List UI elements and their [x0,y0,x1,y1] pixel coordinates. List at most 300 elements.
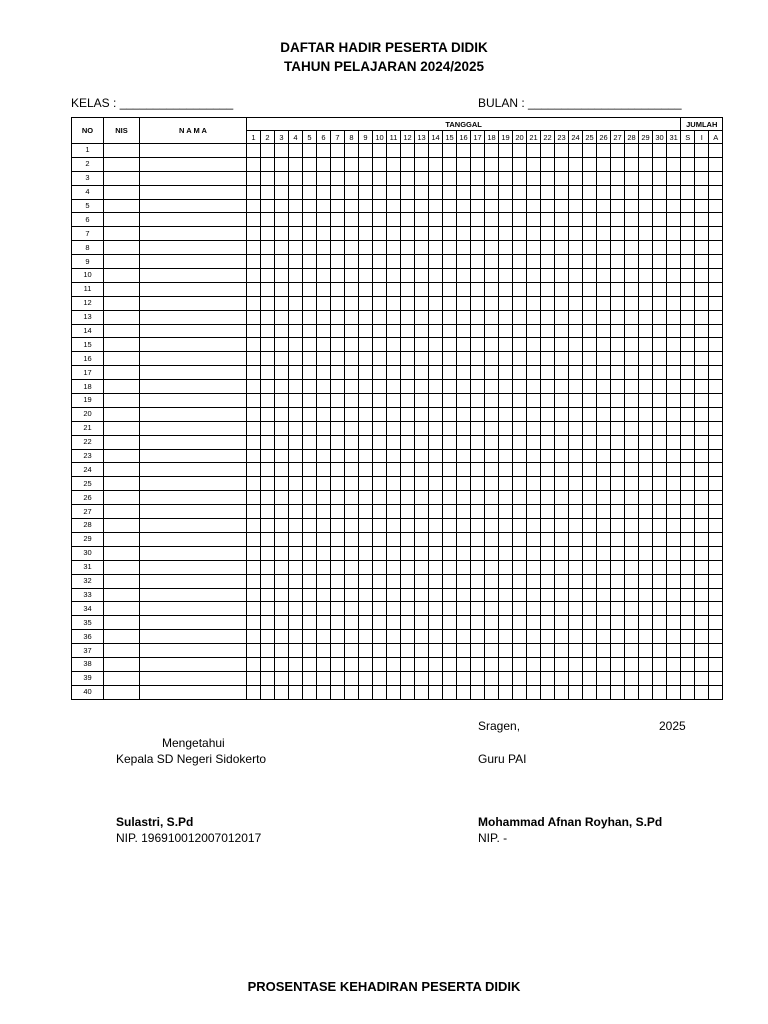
table-cell [611,407,625,421]
table-cell [275,671,289,685]
table-row [72,657,723,671]
table-row [72,449,723,463]
table-cell [261,282,275,296]
table-cell [387,185,401,199]
table-cell [569,213,583,227]
table-cell [709,241,723,255]
table-cell [331,157,345,171]
table-row [72,546,723,560]
table-cell [317,602,331,616]
table-row [72,144,723,158]
table-cell [653,255,667,269]
table-cell [387,630,401,644]
table-cell [429,407,443,421]
table-cell [583,560,597,574]
table-cell [275,227,289,241]
table-cell [261,310,275,324]
table-cell [709,171,723,185]
table-cell [429,546,443,560]
table-cell [429,532,443,546]
table-cell [373,449,387,463]
table-cell [709,657,723,671]
table-cell [583,407,597,421]
table-cell [555,685,569,699]
table-cell [695,227,709,241]
table-cell [555,324,569,338]
table-cell [289,352,303,366]
table-cell [345,394,359,408]
table-cell [597,657,611,671]
table-cell [541,477,555,491]
table-cell [569,407,583,421]
table-cell [247,657,261,671]
table-cell [709,366,723,380]
table-cell [443,324,457,338]
table-cell [485,602,499,616]
table-cell [429,671,443,685]
table-cell [611,171,625,185]
table-cell [275,630,289,644]
table-cell [513,602,527,616]
table-cell [625,171,639,185]
table-cell [667,644,681,658]
table-cell [429,644,443,658]
table-cell [415,171,429,185]
table-cell [695,269,709,283]
table-cell [415,477,429,491]
table-cell [303,644,317,658]
table-cell [583,657,597,671]
table-cell [401,685,415,699]
table-cell [140,394,247,408]
table-cell [709,352,723,366]
table-cell [667,505,681,519]
table-cell [401,199,415,213]
table-cell [275,519,289,533]
row-number: 8 [72,241,104,255]
table-cell [611,352,625,366]
table-cell [373,213,387,227]
table-cell [485,227,499,241]
table-cell [667,269,681,283]
table-cell [471,282,485,296]
table-cell [247,185,261,199]
table-cell [275,685,289,699]
table-cell [429,241,443,255]
table-cell [555,407,569,421]
table-cell [359,338,373,352]
day-header: 13 [415,131,429,144]
table-cell [513,449,527,463]
table-cell [247,602,261,616]
table-cell [387,227,401,241]
table-cell [695,532,709,546]
row-number: 40 [72,685,104,699]
table-cell [429,394,443,408]
table-cell [443,171,457,185]
table-cell [569,394,583,408]
table-cell [639,560,653,574]
row-number: 14 [72,324,104,338]
table-cell [359,241,373,255]
table-row [72,588,723,602]
table-cell [597,310,611,324]
table-cell [387,477,401,491]
table-cell [639,630,653,644]
table-cell [653,546,667,560]
table-cell [485,477,499,491]
table-cell [667,380,681,394]
table-cell [247,310,261,324]
table-cell [695,324,709,338]
table-cell [695,435,709,449]
row-number: 32 [72,574,104,588]
table-cell [261,366,275,380]
table-cell [373,685,387,699]
row-number: 11 [72,282,104,296]
table-cell [597,296,611,310]
table-cell [695,282,709,296]
table-cell [527,421,541,435]
table-row [72,560,723,574]
table-cell [471,505,485,519]
table-cell [303,171,317,185]
table-cell [275,477,289,491]
table-cell [331,449,345,463]
table-cell [555,532,569,546]
table-cell [667,171,681,185]
table-cell [345,185,359,199]
table-cell [140,602,247,616]
row-number: 29 [72,532,104,546]
table-row [72,685,723,699]
table-cell [681,199,695,213]
table-cell [583,449,597,463]
table-cell [541,546,555,560]
table-cell [513,394,527,408]
row-number: 3 [72,171,104,185]
table-cell [261,671,275,685]
table-cell [667,366,681,380]
table-cell [457,616,471,630]
table-cell [247,505,261,519]
table-cell [415,616,429,630]
table-cell [513,421,527,435]
table-cell [331,255,345,269]
table-cell [457,380,471,394]
row-number: 21 [72,421,104,435]
table-cell [625,394,639,408]
table-cell [709,185,723,199]
table-cell [415,588,429,602]
table-cell [457,310,471,324]
table-cell [541,255,555,269]
table-cell [331,505,345,519]
day-header: 2 [261,131,275,144]
table-cell [485,352,499,366]
table-cell [289,407,303,421]
table-cell [443,574,457,588]
row-number: 12 [72,296,104,310]
table-cell [541,310,555,324]
table-cell [597,546,611,560]
table-cell [485,616,499,630]
table-cell [415,269,429,283]
table-cell [597,407,611,421]
table-cell [429,574,443,588]
table-cell [695,213,709,227]
table-cell [653,477,667,491]
table-cell [359,255,373,269]
table-cell [289,421,303,435]
table-cell [499,685,513,699]
table-cell [583,227,597,241]
table-cell [569,338,583,352]
table-cell [429,269,443,283]
table-cell [667,310,681,324]
table-cell [331,519,345,533]
table-cell [261,199,275,213]
table-cell [695,366,709,380]
table-cell [429,491,443,505]
table-cell [569,616,583,630]
table-cell [527,324,541,338]
table-cell [667,144,681,158]
table-cell [387,338,401,352]
table-cell [331,616,345,630]
row-number: 10 [72,269,104,283]
table-cell [275,560,289,574]
table-cell [513,477,527,491]
table-cell [401,421,415,435]
table-cell [317,505,331,519]
table-cell [345,560,359,574]
table-row [72,477,723,491]
row-number: 33 [72,588,104,602]
table-cell [359,324,373,338]
table-cell [667,630,681,644]
table-cell [653,560,667,574]
table-cell [387,463,401,477]
table-cell [359,588,373,602]
table-cell [140,463,247,477]
table-cell [597,171,611,185]
table-cell [709,421,723,435]
table-cell [429,657,443,671]
table-cell [415,491,429,505]
table-cell [625,324,639,338]
table-cell [527,255,541,269]
table-cell [541,296,555,310]
table-cell [695,602,709,616]
table-row [72,630,723,644]
table-cell [289,463,303,477]
table-cell [499,185,513,199]
table-cell [555,421,569,435]
table-cell [555,644,569,658]
table-cell [261,338,275,352]
table-cell [611,685,625,699]
table-cell [443,338,457,352]
table-cell [681,546,695,560]
table-cell [443,602,457,616]
table-cell [639,171,653,185]
table-cell [247,380,261,394]
table-cell [345,199,359,213]
table-cell [140,144,247,158]
table-cell [569,449,583,463]
table-cell [317,227,331,241]
row-number: 26 [72,491,104,505]
table-cell [140,157,247,171]
table-cell [681,282,695,296]
col-header-tanggal: TANGGAL [247,118,681,131]
table-cell [555,449,569,463]
table-cell [611,421,625,435]
table-cell [695,491,709,505]
table-cell [373,532,387,546]
table-cell [331,269,345,283]
table-cell [387,532,401,546]
table-cell [104,407,140,421]
table-cell [709,407,723,421]
table-cell [569,227,583,241]
table-cell [401,296,415,310]
table-cell [415,532,429,546]
table-cell [104,477,140,491]
table-cell [541,532,555,546]
table-cell [443,199,457,213]
table-cell [443,394,457,408]
table-cell [485,532,499,546]
table-cell [303,213,317,227]
table-cell [611,560,625,574]
table-cell [429,157,443,171]
table-cell [359,685,373,699]
table-cell [541,671,555,685]
table-cell [695,380,709,394]
table-cell [401,338,415,352]
table-cell [457,185,471,199]
table-cell [331,477,345,491]
table-cell [583,171,597,185]
table-cell [541,560,555,574]
table-cell [485,269,499,283]
table-cell [303,324,317,338]
table-cell [345,616,359,630]
table-cell [639,185,653,199]
table-cell [499,171,513,185]
row-number: 6 [72,213,104,227]
table-cell [625,657,639,671]
table-cell [387,685,401,699]
table-cell [331,310,345,324]
table-cell [681,352,695,366]
table-cell [709,435,723,449]
table-cell [345,657,359,671]
table-cell [583,491,597,505]
table-cell [667,407,681,421]
table-cell [681,380,695,394]
table-cell [140,630,247,644]
table-cell [289,532,303,546]
table-cell [569,380,583,394]
table-cell [513,588,527,602]
table-cell [611,630,625,644]
table-row [72,435,723,449]
table-cell [471,616,485,630]
table-cell [625,338,639,352]
table-cell [303,185,317,199]
table-cell [401,616,415,630]
table-cell [104,463,140,477]
day-header: 10 [373,131,387,144]
table-cell [681,588,695,602]
table-cell [331,463,345,477]
table-cell [653,491,667,505]
table-cell [527,310,541,324]
table-cell [387,144,401,158]
table-cell [667,449,681,463]
table-cell [611,532,625,546]
table-cell [625,380,639,394]
table-cell [457,532,471,546]
table-cell [681,255,695,269]
table-cell [401,449,415,463]
table-cell [681,366,695,380]
table-cell [104,588,140,602]
table-cell [401,435,415,449]
table-cell [513,269,527,283]
table-cell [513,185,527,199]
table-cell [275,213,289,227]
table-cell [373,157,387,171]
table-cell [373,310,387,324]
table-cell [653,366,667,380]
table-cell [247,574,261,588]
table-cell [569,657,583,671]
table-cell [401,463,415,477]
table-cell [317,241,331,255]
table-cell [401,491,415,505]
table-cell [527,394,541,408]
table-cell [667,463,681,477]
table-cell [331,491,345,505]
table-cell [569,491,583,505]
table-cell [289,380,303,394]
table-cell [527,532,541,546]
table-cell [289,602,303,616]
table-cell [457,227,471,241]
table-cell [140,421,247,435]
table-cell [681,574,695,588]
table-cell [541,227,555,241]
table-cell [104,574,140,588]
table-cell [709,519,723,533]
table-cell [429,324,443,338]
table-cell [289,644,303,658]
table-cell [653,616,667,630]
day-header: 28 [625,131,639,144]
table-cell [583,144,597,158]
table-cell [415,421,429,435]
table-cell [317,588,331,602]
table-row [72,310,723,324]
table-cell [513,338,527,352]
table-cell [359,505,373,519]
table-cell [415,296,429,310]
table-cell [569,560,583,574]
